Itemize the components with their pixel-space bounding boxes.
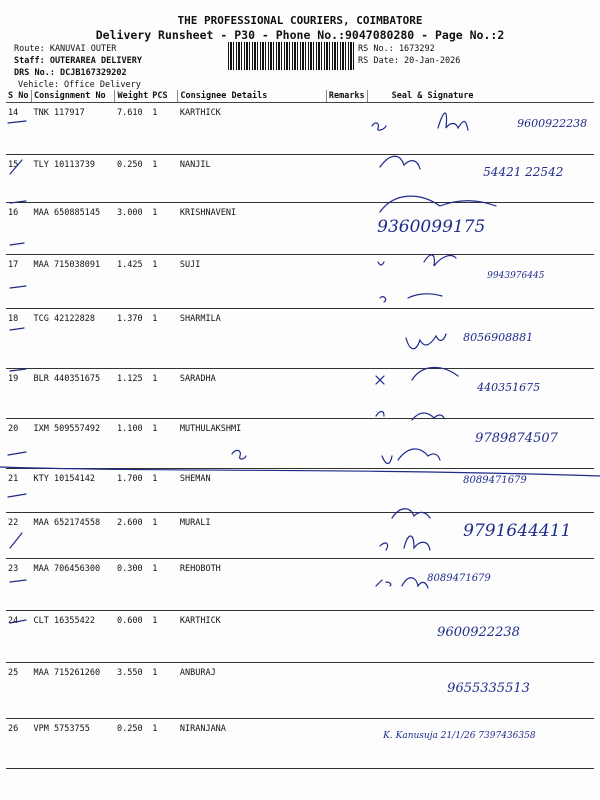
row-consignee: SARADHA bbox=[178, 369, 326, 419]
row-signature: 8089471679 bbox=[367, 559, 594, 611]
row-signature: 9600922238 bbox=[367, 611, 594, 663]
row-sno: 21 bbox=[6, 469, 32, 513]
vehicle-label: Vehicle: Office Delivery bbox=[18, 80, 141, 90]
row-sno: 19 bbox=[6, 369, 32, 419]
col-pcs: PCS bbox=[150, 90, 178, 103]
row-pcs: 1 bbox=[150, 203, 178, 255]
row-pcs: 1 bbox=[150, 663, 178, 719]
row-signature: 8056908881 bbox=[367, 309, 594, 369]
row-remarks bbox=[326, 611, 367, 663]
row-weight: 1.370 bbox=[115, 309, 150, 369]
row-remarks bbox=[326, 103, 367, 155]
row-consignee: NIRANJANA bbox=[178, 719, 326, 769]
row-remarks bbox=[326, 203, 367, 255]
row-sno: 14 bbox=[6, 103, 32, 155]
row-consignee: ANBURAJ bbox=[178, 663, 326, 719]
row-consignee: REHOBOTH bbox=[178, 559, 326, 611]
row-sno: 20 bbox=[6, 419, 32, 469]
row-consignment: TNK 117917 bbox=[32, 103, 115, 155]
row-remarks bbox=[326, 309, 367, 369]
col-consignee: Consignee Details bbox=[178, 90, 326, 103]
row-weight: 0.250 bbox=[115, 155, 150, 203]
table-row bbox=[6, 103, 594, 155]
row-signature: 9600922238 bbox=[367, 103, 594, 155]
table-row bbox=[6, 719, 594, 769]
row-signature: 440351675 bbox=[367, 369, 594, 419]
row-weight: 0.250 bbox=[115, 719, 150, 769]
row-remarks bbox=[326, 469, 367, 513]
row-pcs: 1 bbox=[150, 255, 178, 309]
row-signature: 8089471679 bbox=[367, 469, 594, 513]
row-sno: 23 bbox=[6, 559, 32, 611]
row-consignee: MURALI bbox=[178, 513, 326, 559]
row-signature: 9655335513 bbox=[367, 663, 594, 719]
col-weight: Weight bbox=[115, 90, 150, 103]
row-sno: 24 bbox=[6, 611, 32, 663]
row-consignment: TLY 10113739 bbox=[32, 155, 115, 203]
route-label: Route: KANUVAI OUTER bbox=[14, 44, 117, 54]
table-row bbox=[6, 513, 594, 559]
row-remarks bbox=[326, 663, 367, 719]
row-pcs: 1 bbox=[150, 559, 178, 611]
row-pcs: 1 bbox=[150, 155, 178, 203]
rs-date: RS Date: 20-Jan-2026 bbox=[358, 56, 461, 66]
row-signature: 9791644411 bbox=[367, 513, 594, 559]
table-header bbox=[6, 90, 594, 103]
barcode bbox=[228, 42, 354, 70]
row-sno: 22 bbox=[6, 513, 32, 559]
company-title: THE PROFESSIONAL COURIERS, COIMBATORE bbox=[177, 14, 423, 27]
row-consignment: BLR 440351675 bbox=[32, 369, 115, 419]
row-consignee: KARTHICK bbox=[178, 611, 326, 663]
row-pcs: 1 bbox=[150, 369, 178, 419]
runsheet-subtitle: Delivery Runsheet - P30 - Phone No.:9047080280 - Page No.:2 bbox=[95, 28, 505, 42]
col-sno: S No bbox=[6, 90, 32, 103]
row-remarks bbox=[326, 559, 367, 611]
col-remarks: Remarks bbox=[326, 90, 367, 103]
row-remarks bbox=[326, 369, 367, 419]
table-row bbox=[6, 469, 594, 513]
row-sno: 15 bbox=[6, 155, 32, 203]
row-consignment: MAA 715038091 bbox=[32, 255, 115, 309]
row-weight: 1.125 bbox=[115, 369, 150, 419]
row-weight: 1.100 bbox=[115, 419, 150, 469]
row-sno: 26 bbox=[6, 719, 32, 769]
row-signature: 9789874507 bbox=[367, 419, 594, 469]
row-pcs: 1 bbox=[150, 513, 178, 559]
row-consignee: KRISHNAVENI bbox=[178, 203, 326, 255]
row-signature: 54421 22542 bbox=[367, 155, 594, 203]
table-row bbox=[6, 611, 594, 663]
row-consignment: MAA 650885145 bbox=[32, 203, 115, 255]
row-signature: K. Kanusuja 21/1/26 7397436358 bbox=[367, 719, 594, 769]
col-consignment: Consignment No bbox=[32, 90, 115, 103]
row-weight: 3.000 bbox=[115, 203, 150, 255]
row-sno: 16 bbox=[6, 203, 32, 255]
row-consignee: MUTHULAKSHMI bbox=[178, 419, 326, 469]
runsheet-table bbox=[6, 90, 594, 769]
row-pcs: 1 bbox=[150, 469, 178, 513]
row-consignment: MAA 706456300 bbox=[32, 559, 115, 611]
row-sno: 17 bbox=[6, 255, 32, 309]
row-sno: 25 bbox=[6, 663, 32, 719]
table-row bbox=[6, 309, 594, 369]
table-row bbox=[6, 369, 594, 419]
row-weight: 3.550 bbox=[115, 663, 150, 719]
row-consignment: IXM 509557492 bbox=[32, 419, 115, 469]
row-consignee: SUJI bbox=[178, 255, 326, 309]
row-consignment: CLT 16355422 bbox=[32, 611, 115, 663]
row-remarks bbox=[326, 255, 367, 309]
row-weight: 0.600 bbox=[115, 611, 150, 663]
row-pcs: 1 bbox=[150, 611, 178, 663]
row-signature: 9360099175 bbox=[367, 203, 594, 255]
table-row bbox=[6, 203, 594, 255]
rs-number: RS No.: 1673292 bbox=[358, 44, 435, 54]
row-weight: 2.600 bbox=[115, 513, 150, 559]
row-pcs: 1 bbox=[150, 419, 178, 469]
row-weight: 1.425 bbox=[115, 255, 150, 309]
row-consignment: VPM 5753755 bbox=[32, 719, 115, 769]
table-row bbox=[6, 663, 594, 719]
row-consignment: TCG 42122828 bbox=[32, 309, 115, 369]
row-signature: 9943976445 bbox=[367, 255, 594, 309]
row-pcs: 1 bbox=[150, 103, 178, 155]
row-pcs: 1 bbox=[150, 719, 178, 769]
row-consignment: MAA 652174558 bbox=[32, 513, 115, 559]
row-sno: 18 bbox=[6, 309, 32, 369]
col-seal: Seal & Signature bbox=[367, 90, 594, 103]
row-remarks bbox=[326, 513, 367, 559]
staff-label: Staff: OUTERAREA DELIVERY bbox=[14, 56, 142, 66]
row-remarks bbox=[326, 719, 367, 769]
row-weight: 7.610 bbox=[115, 103, 150, 155]
table-row bbox=[6, 255, 594, 309]
row-weight: 0.300 bbox=[115, 559, 150, 611]
row-remarks bbox=[326, 155, 367, 203]
drs-number: DRS No.: DCJB167329202 bbox=[14, 68, 127, 78]
row-consignee: SHEMAN bbox=[178, 469, 326, 513]
row-pcs: 1 bbox=[150, 309, 178, 369]
table-row bbox=[6, 419, 594, 469]
row-consignee: NANJIL bbox=[178, 155, 326, 203]
row-remarks bbox=[326, 419, 367, 469]
row-consignment: KTY 10154142 bbox=[32, 469, 115, 513]
row-weight: 1.700 bbox=[115, 469, 150, 513]
row-consignee: KARTHICK bbox=[178, 103, 326, 155]
table-row bbox=[6, 559, 594, 611]
table-row bbox=[6, 155, 594, 203]
row-consignee: SHARMILA bbox=[178, 309, 326, 369]
row-consignment: MAA 715261260 bbox=[32, 663, 115, 719]
